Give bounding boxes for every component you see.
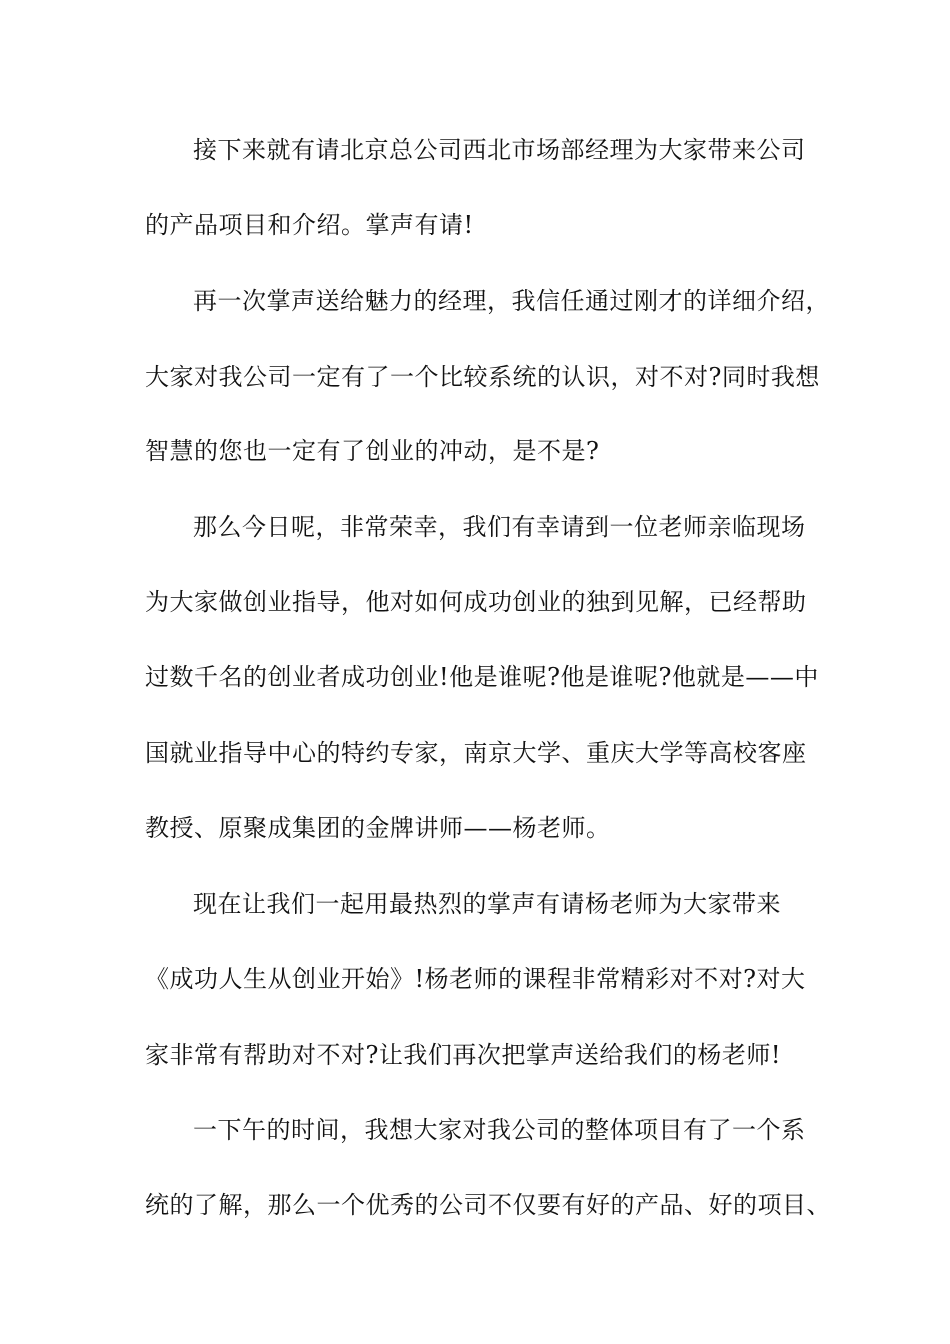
paragraph-2-line-1: 再一次掌声送给魅力的经理，我信任通过刚才的详细介绍，	[193, 287, 830, 315]
paragraph-5-line-1: 一下午的时间，我想大家对我公司的整体项目有了一个系	[193, 1116, 806, 1144]
paragraph-3-line-5: 教授、原聚成集团的金牌讲师——杨老师。	[145, 814, 611, 842]
paragraph-1-line-2: 的产品项目和介绍。掌声有请!	[145, 211, 474, 239]
paragraph-3-line-4: 国就业指导中心的特约专家，南京大学、重庆大学等高校客座	[145, 739, 807, 767]
paragraph-3-line-1: 那么今日呢，非常荣幸，我们有幸请到一位老师亲临现场	[193, 513, 806, 541]
paragraph-3-line-2: 为大家做创业指导，他对如何成功创业的独到见解，已经帮助	[145, 588, 807, 616]
paragraph-2-line-2: 大家对我公司一定有了一个比较系统的认识，对不对?同时我想	[145, 363, 820, 391]
paragraph-1-line-1: 接下来就有请北京总公司西北市场部经理为大家带来公司	[193, 136, 806, 164]
paragraph-5-line-2: 统的了解，那么一个优秀的公司不仅要有好的产品、好的项目、	[145, 1191, 831, 1219]
paragraph-4-line-1: 现在让我们一起用最热烈的掌声有请杨老师为大家带来	[193, 890, 781, 918]
paragraph-4-line-2: 《成功人生从创业开始》!杨老师的课程非常精彩对不对?对大	[145, 965, 806, 993]
paragraph-3-line-3: 过数千名的创业者成功创业!他是谁呢?他是谁呢?他就是——中	[145, 663, 819, 691]
paragraph-4-line-3: 家非常有帮助对不对?让我们再次把掌声送给我们的杨老师!	[145, 1041, 782, 1069]
paragraph-2-line-3: 智慧的您也一定有了创业的冲动，是不是?	[145, 437, 600, 465]
